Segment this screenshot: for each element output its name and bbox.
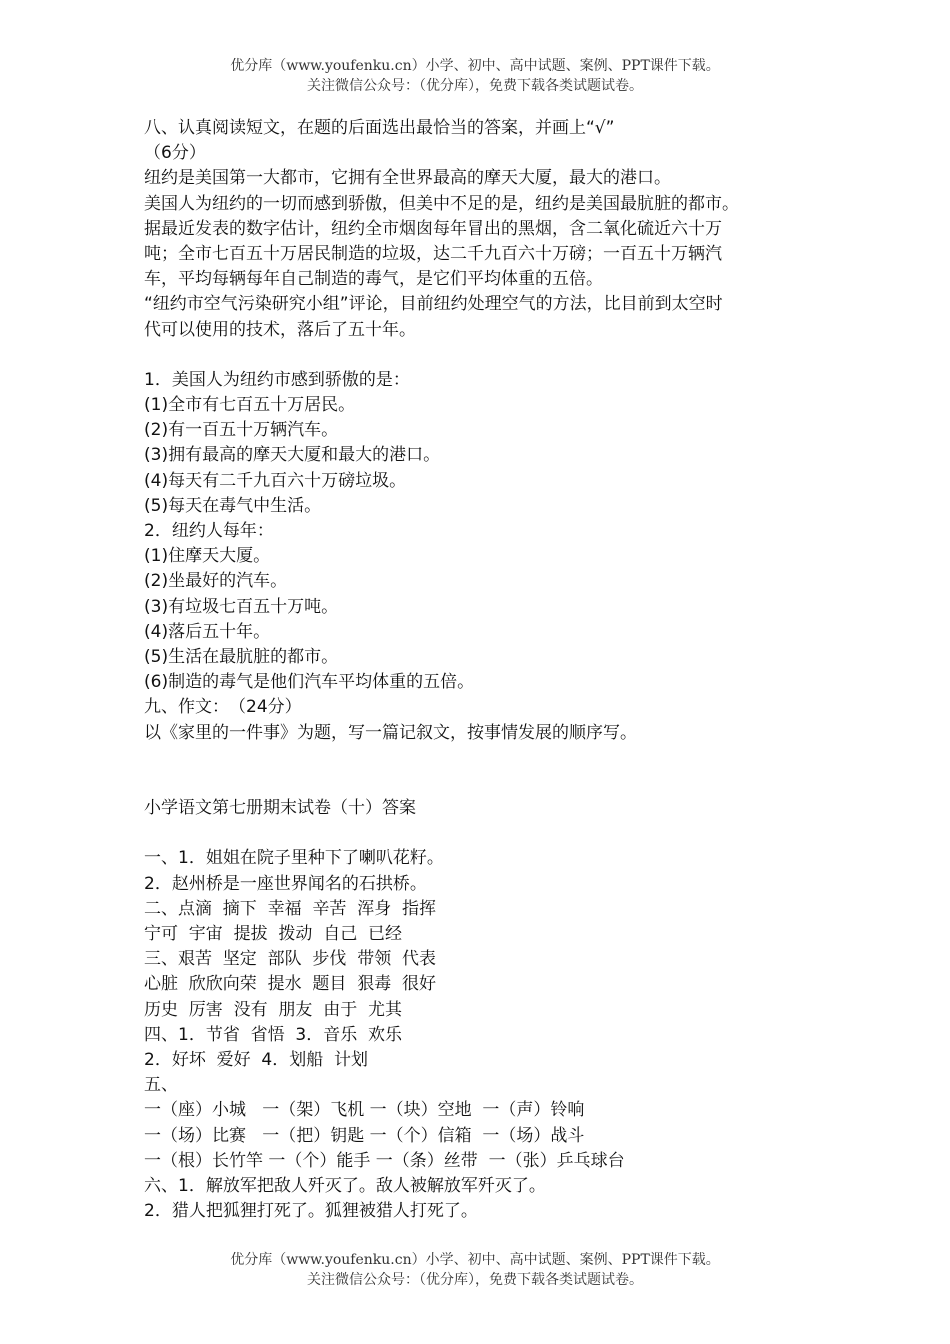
question-1-option: (1)全市有七百五十万居民。 bbox=[144, 395, 356, 416]
section8-title: 八、认真阅读短文，在题的后面选出最恰当的答案，并画上“√” bbox=[144, 118, 615, 138]
passage-line: “纽约市空气污染研究小组”评论，目前纽约处理空气的方法，比目前到太空时 bbox=[144, 294, 723, 315]
question-2-option: (3)有垃圾七百五十万吨。 bbox=[144, 596, 339, 617]
passage-line: 代可以使用的技术，落后了五十年。 bbox=[144, 319, 416, 340]
question-2-option: (6)制造的毒气是他们汽车平均体重的五倍。 bbox=[144, 672, 475, 693]
answer-line: 五、 bbox=[144, 1075, 178, 1096]
answer-line: 2．猎人把狐狸打死了。狐狸被猎人打死了。 bbox=[144, 1201, 478, 1222]
page-content bbox=[144, 116, 824, 1224]
answer-line: 三、艰苦 坚定 部队 步伐 带领 代表 bbox=[144, 949, 437, 970]
passage-line: 纽约是美国第一大都市，它拥有全世界最高的摩天大厦，最大的港口。 bbox=[144, 168, 671, 189]
answer-line: 心脏 欣欣向荣 提水 题目 狠毒 很好 bbox=[144, 974, 437, 995]
passage-line: 吨；全市七百五十万居民制造的垃圾，达二千九百六十万磅；一百五十万辆汽 bbox=[144, 243, 722, 264]
question-1-option: (3)拥有最高的摩天大厦和最大的港口。 bbox=[144, 445, 441, 466]
page-header bbox=[0, 56, 950, 96]
question-1-stem: 1．美国人为纽约市感到骄傲的是： bbox=[144, 369, 410, 390]
answer-line: 二、点滴 摘下 幸福 辛苦 浑身 指挥 bbox=[144, 898, 437, 919]
passage-line: 据最近发表的数字估计，纽约全市烟囱每年冒出的黑烟，含二氧化硫近六十万 bbox=[144, 218, 722, 239]
question-1-option: (5)每天在毒气中生活。 bbox=[144, 495, 322, 516]
answer-line: 一（座）小城 一（架）飞机 一（块）空地 一（声）铃响 bbox=[144, 1100, 585, 1121]
question-1-option: (4)每天有二千九百六十万磅垃圾。 bbox=[144, 470, 407, 491]
answer-line: 2．好坏 爱好 4．划船 计划 bbox=[144, 1049, 369, 1070]
answer-line: 四、1．节省 省悟 3．音乐 欢乐 bbox=[144, 1024, 403, 1045]
answer-line: 一（根）长竹竿 一（个）能手 一（条）丝带 一（张）乒乓球台 bbox=[144, 1150, 625, 1171]
footer-line-1: 优分库（www.youfenku.cn）小学、初中、高中试题、案例、PPT课件下载。 bbox=[230, 1252, 720, 1268]
header-line-1: 优分库（www.youfenku.cn）小学、初中、高中试题、案例、PPT课件下载。 bbox=[230, 58, 720, 74]
section9-prompt: 以《家里的一件事》为题，写一篇记叙文，按事情发展的顺序写。 bbox=[144, 722, 637, 743]
answers-title: 小学语文第七册期末试卷（十）答案 bbox=[144, 798, 416, 819]
header-line-2: 关注微信公众号：（优分库），免费下载各类试题试卷。 bbox=[307, 78, 643, 94]
answer-line: 历史 厉害 没有 朋友 由于 尤其 bbox=[144, 999, 403, 1020]
question-2-option: (5)生活在最肮脏的都市。 bbox=[144, 646, 339, 667]
question-2-option: (1)住摩天大厦。 bbox=[144, 546, 271, 567]
spacer bbox=[144, 746, 824, 771]
answer-line: 一（场）比赛 一（把）钥匙 一（个）信箱 一（场）战斗 bbox=[144, 1125, 585, 1146]
answer-line: 宁可 宇宙 提拔 拨动 自己 已经 bbox=[144, 924, 403, 944]
footer-line-2: 关注微信公众号：（优分库），免费下载各类试题试卷。 bbox=[307, 1272, 643, 1288]
answer-line: 六、1．解放军把敌人歼灭了。敌人被解放军歼灭了。 bbox=[144, 1175, 546, 1196]
passage-line: 车，平均每辆每年自己制造的毒气，是它们平均体重的五倍。 bbox=[144, 269, 603, 290]
section8-score: （6分） bbox=[144, 143, 206, 164]
spacer bbox=[144, 771, 824, 796]
answer-line: 2．赵州桥是一座世界闻名的石拱桥。 bbox=[144, 873, 427, 894]
question-2-stem: 2．纽约人每年： bbox=[144, 521, 274, 541]
page-footer bbox=[0, 1250, 950, 1290]
question-2-option: (2)坐最好的汽车。 bbox=[144, 571, 288, 592]
section9-title: 九、作文： （24分） bbox=[144, 697, 302, 718]
question-1-option: (2)有一百五十万辆汽车。 bbox=[144, 420, 339, 441]
spacer bbox=[144, 821, 824, 846]
passage-line: 美国人为纽约的一切而感到骄傲，但美中不足的是，纽约是美国最肮脏的都市。 bbox=[144, 193, 739, 214]
question-2-option: (4)落后五十年。 bbox=[144, 621, 271, 642]
answer-line: 一、1．姐姐在院子里种下了喇叭花籽。 bbox=[144, 848, 444, 869]
spacer bbox=[144, 343, 824, 368]
